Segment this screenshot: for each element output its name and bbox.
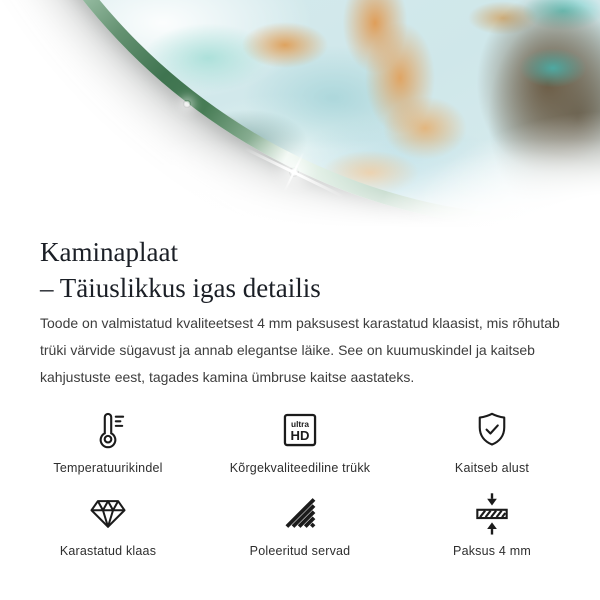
small-glint-icon [183, 100, 191, 108]
feature-label: Paksus 4 mm [453, 544, 531, 559]
thermometer-icon [86, 408, 130, 452]
feature-thickness [396, 491, 588, 558]
title-line-2: – Täiuslikkus igas detailis [40, 273, 321, 303]
page-title [40, 234, 560, 306]
feature-temperature [12, 408, 204, 475]
polished-edges-icon [279, 491, 321, 535]
glass-panel-edge [0, 0, 600, 230]
feature-label: Poleeritud servad [249, 544, 351, 559]
svg-text:HD: HD [290, 428, 310, 444]
feature-tempered-glass [12, 491, 204, 558]
feature-protects-base [396, 408, 588, 475]
shield-check-icon [471, 408, 513, 452]
svg-text:ultra: ultra [291, 419, 309, 430]
product-description: Toode on valmistatud kvaliteetsest 4 mm paksusest karastatud klaasist, mis rõhutab trüki värvide sügavust ja annab elegantse läike. See on kuumuskindel ja kaitseb kahjustuste eest, tagades kamina ümbruse kaitse aastateks. [40, 315, 560, 385]
glass-panel-art [0, 0, 600, 217]
feature-label: Karastatud klaas [59, 544, 157, 559]
feature-polished-edges [204, 491, 396, 558]
diamond-icon [86, 491, 130, 535]
feature-print-quality [204, 408, 396, 475]
features-grid [12, 408, 588, 558]
feature-label: Kõrgekvaliteediline trükk [229, 461, 371, 476]
feature-label: Kaitseb alust [454, 461, 530, 476]
title-line-1: Kaminaplaat [40, 237, 178, 267]
thickness-press-icon [470, 491, 514, 535]
hero-product-image [0, 0, 600, 232]
ultra-hd-icon [279, 408, 321, 452]
feature-label: Temperatuurikindel [53, 461, 163, 476]
